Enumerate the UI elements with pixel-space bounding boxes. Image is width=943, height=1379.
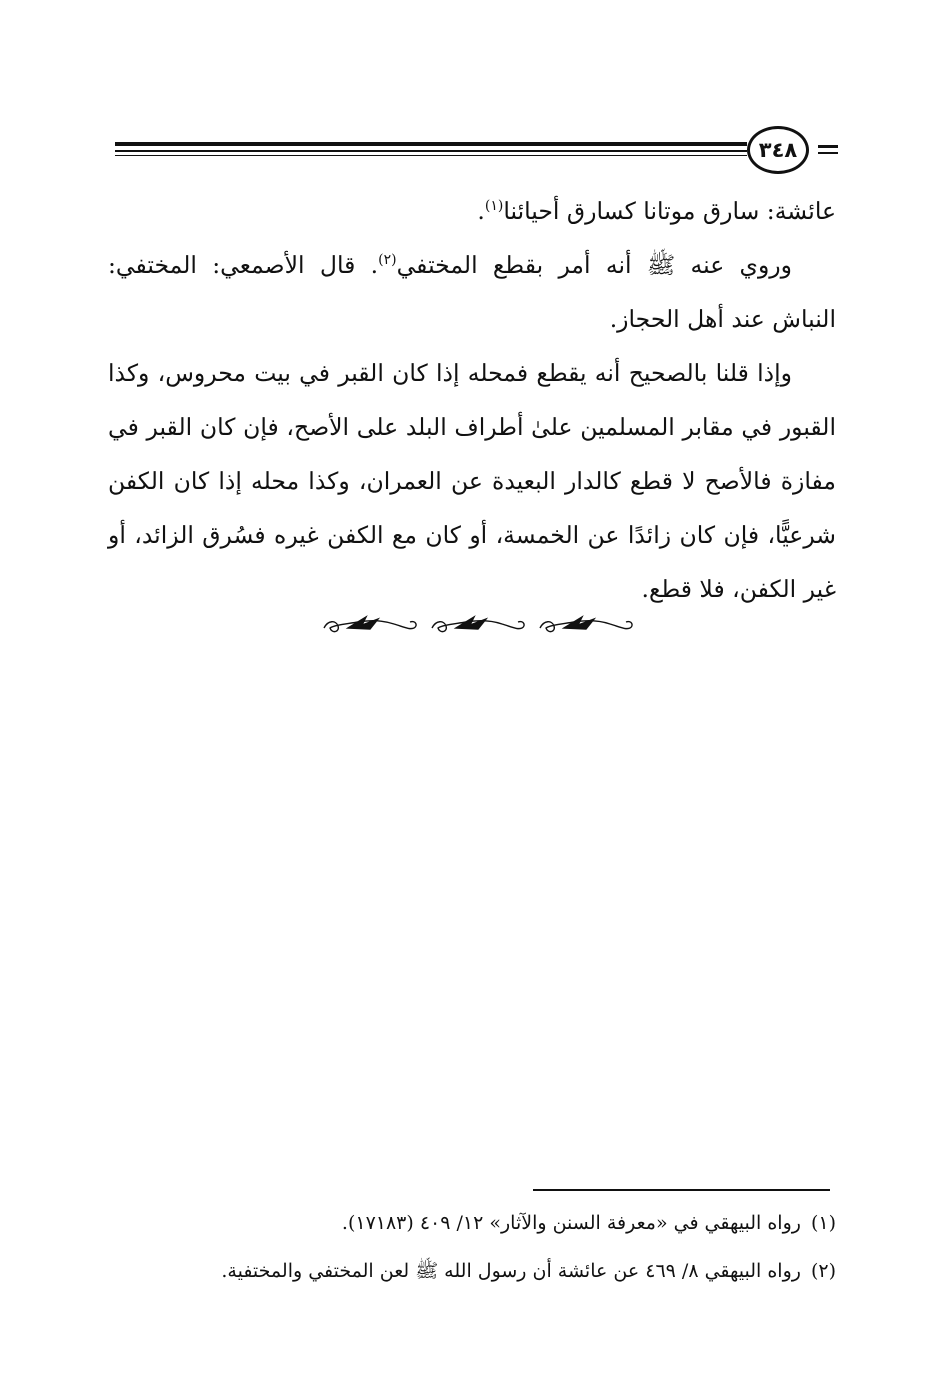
paragraph-1-end: . <box>477 197 485 225</box>
page-header <box>115 126 838 180</box>
page-number: ٣٤٨ <box>758 138 798 162</box>
page-number-badge <box>747 126 809 174</box>
footnote-number: (١) <box>810 1212 836 1234</box>
main-text <box>108 184 836 616</box>
paragraph-3-text: وإذا قلنا بالصحيح أنه يقطع فمحله إذا كان القبر في بيت محروس، وكذا القبور في مقابر المسلمين علىٰ أطراف البلد على الأصح، فإن كان القبر في مفازة فالأصح لا قطع كالدار البعيدة عن العمران، وكذا محله إذا كان الكفن شرعيًّا، فإن كان زائدًا عن الخمسة، أو كان مع الكفن غيره فسُرق الزائد، أو غير الكفن، فلا قطع. <box>108 359 836 603</box>
footnote-separator <box>533 1189 830 1191</box>
section-divider-ornament <box>318 608 634 642</box>
footnote-text: رواه البيهقي ٨/ ٤٦٩ عن عائشة أن رسول الله ﷺ لعن المختفي والمختفية. <box>221 1260 801 1282</box>
footnote-2 <box>108 1247 836 1295</box>
header-rule <box>115 155 747 156</box>
footnote-ref-2[interactable]: (٢) <box>378 252 397 269</box>
header-rule <box>115 150 747 152</box>
footnote-1 <box>108 1199 836 1247</box>
paragraph-2-part1: وروي عنه ﷺ أنه أمر بقطع المختفي <box>396 251 792 279</box>
footnote-ref-1[interactable]: (١) <box>484 198 504 215</box>
header-rule-tail <box>818 152 838 154</box>
footnote-text: رواه البيهقي في «معرفة السنن والآثار» ١٢/ ٤٠٩ (١٧١٨٣). <box>341 1212 801 1234</box>
footnote-number: (٢) <box>810 1260 836 1282</box>
header-rule <box>115 142 747 146</box>
paragraph-1-text: عائشة: سارق موتانا كسارق أحيائنا <box>503 197 836 225</box>
paragraph-2-part2: . قال الأصمعي: المختفي: النباش عند أهل الحجاز. <box>108 251 836 333</box>
paragraph-2 <box>108 238 836 346</box>
paragraph-1 <box>108 184 836 238</box>
footnotes <box>108 1199 836 1295</box>
header-rule-tail <box>818 145 838 148</box>
paragraph-3 <box>108 346 836 616</box>
